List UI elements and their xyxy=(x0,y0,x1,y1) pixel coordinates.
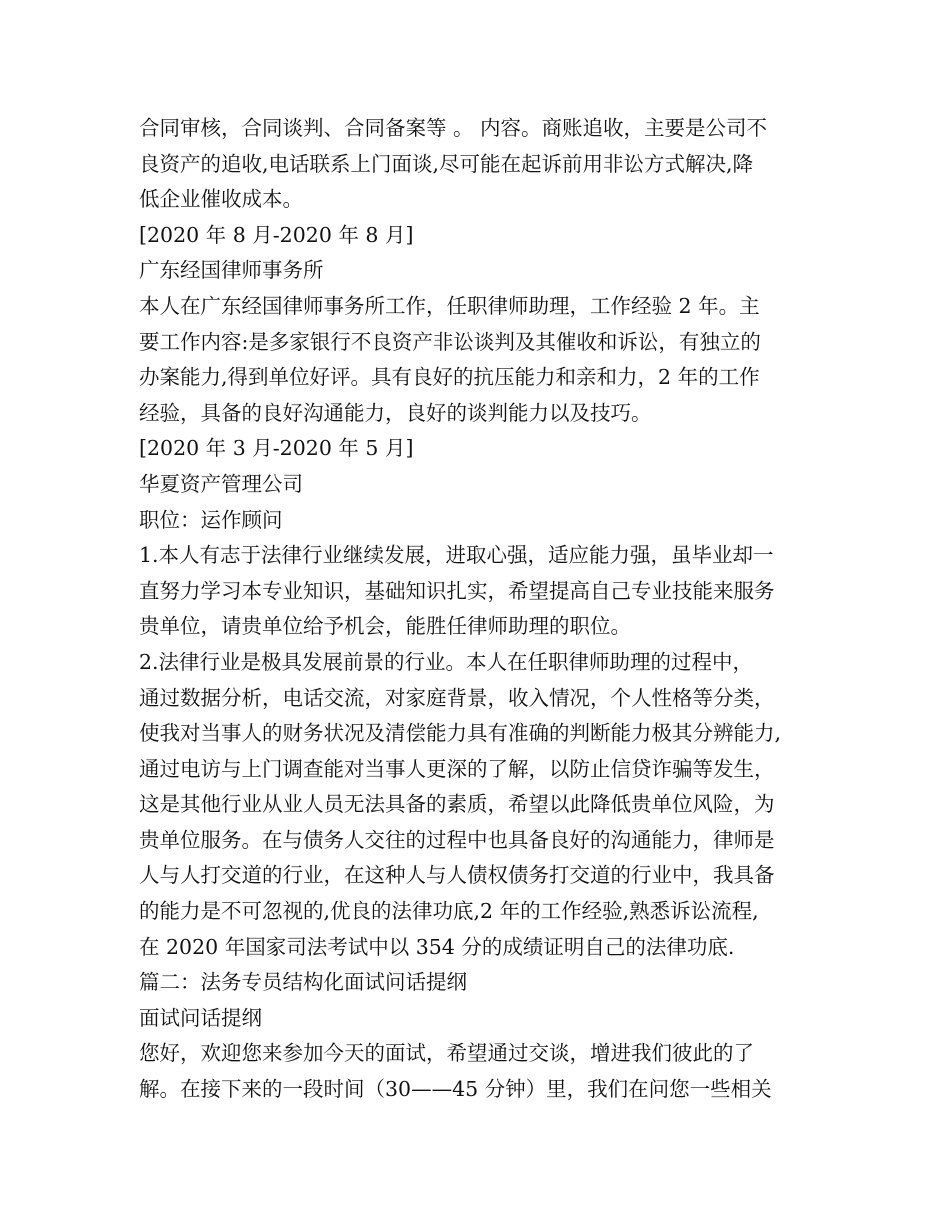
text-line: 1.本人有志于法律行业继续发展，进取心强，适应能力强，虽毕业却一 xyxy=(139,543,774,568)
text-line: 通过电访与上门调查能对当事人更深的了解，以防止信贷诈骗等发生， xyxy=(139,756,775,781)
text-line: 使我对当事人的财务状况及清偿能力具有准确的判断能力极其分辨能力, xyxy=(139,721,782,746)
text-line: 在 2020 年国家司法考试中以 354 分的成绩证明自己的法律功底. xyxy=(139,934,735,959)
text-line: 贵单位，请贵单位给予机会，能胜任律师助理的职位。 xyxy=(139,614,631,639)
text-line: 2.法律行业是极具发展前景的行业。本人在任职律师助理的过程中， xyxy=(139,649,754,674)
text-line: 贵单位服务。在与债务人交往的过程中也具备良好的沟通能力，律师是 xyxy=(139,827,775,852)
text-line: 良资产的追收,电话联系上门面谈,尽可能在起诉前用非讼方式解决,降 xyxy=(139,151,754,176)
date-range-line: [2020 年 3 月-2020 年 5 月] xyxy=(139,436,414,461)
document-body xyxy=(139,111,829,1108)
text-line: 办案能力,得到单位好评。具有良好的抗压能力和亲和力，2 年的工作 xyxy=(139,365,760,390)
text-line: 这是其他行业从业人员无法具备的素质，希望以此降低贵单位风险，为 xyxy=(139,792,775,817)
text-line: 您好，欢迎您来参加今天的面试，希望通过交谈，增进我们彼此的了 xyxy=(139,1041,754,1066)
text-line: 合同审核，合同谈判、合同备案等 。 内容。商账追收，主要是公司不 xyxy=(139,116,768,140)
section-heading: 篇二：法务专员结构化面试问话提纲 xyxy=(139,970,467,995)
text-line: 的能力是不可忽视的,优良的法律功底,2 年的工作经验,熟悉诉讼流程, xyxy=(139,899,759,924)
subsection-heading: 面试问话提纲 xyxy=(139,1005,262,1030)
text-line: 本人在广东经国律师事务所工作，任职律师助理，工作经验 2 年。主 xyxy=(139,293,760,318)
date-range-line: [2020 年 8 月-2020 年 8 月] xyxy=(139,222,414,247)
employer-name: 广东经国律师事务所 xyxy=(139,258,324,283)
employer-name: 华夏资产管理公司 xyxy=(139,471,303,496)
text-line: 低企业催收成本。 xyxy=(139,187,303,212)
text-line: 经验，具备的良好沟通能力，良好的谈判能力以及技巧。 xyxy=(139,400,652,425)
text-line: 要工作内容:是多家银行不良资产非讼谈判及其催收和诉讼，有独立的 xyxy=(139,329,761,354)
text-line: 解。在接下来的一段时间（30——45 分钟）里，我们在问您一些相关 xyxy=(139,1077,772,1102)
text-line: 直努力学习本专业知识，基础知识扎实，希望提高自己专业技能来服务 xyxy=(139,578,775,603)
text-line: 通过数据分析，电话交流，对家庭背景，收入情况，个人性格等分类， xyxy=(139,685,775,710)
text-line: 人与人打交道的行业，在这种人与人债权债务打交道的行业中，我具备 xyxy=(139,863,775,888)
position-line: 职位：运作顾问 xyxy=(139,507,283,532)
